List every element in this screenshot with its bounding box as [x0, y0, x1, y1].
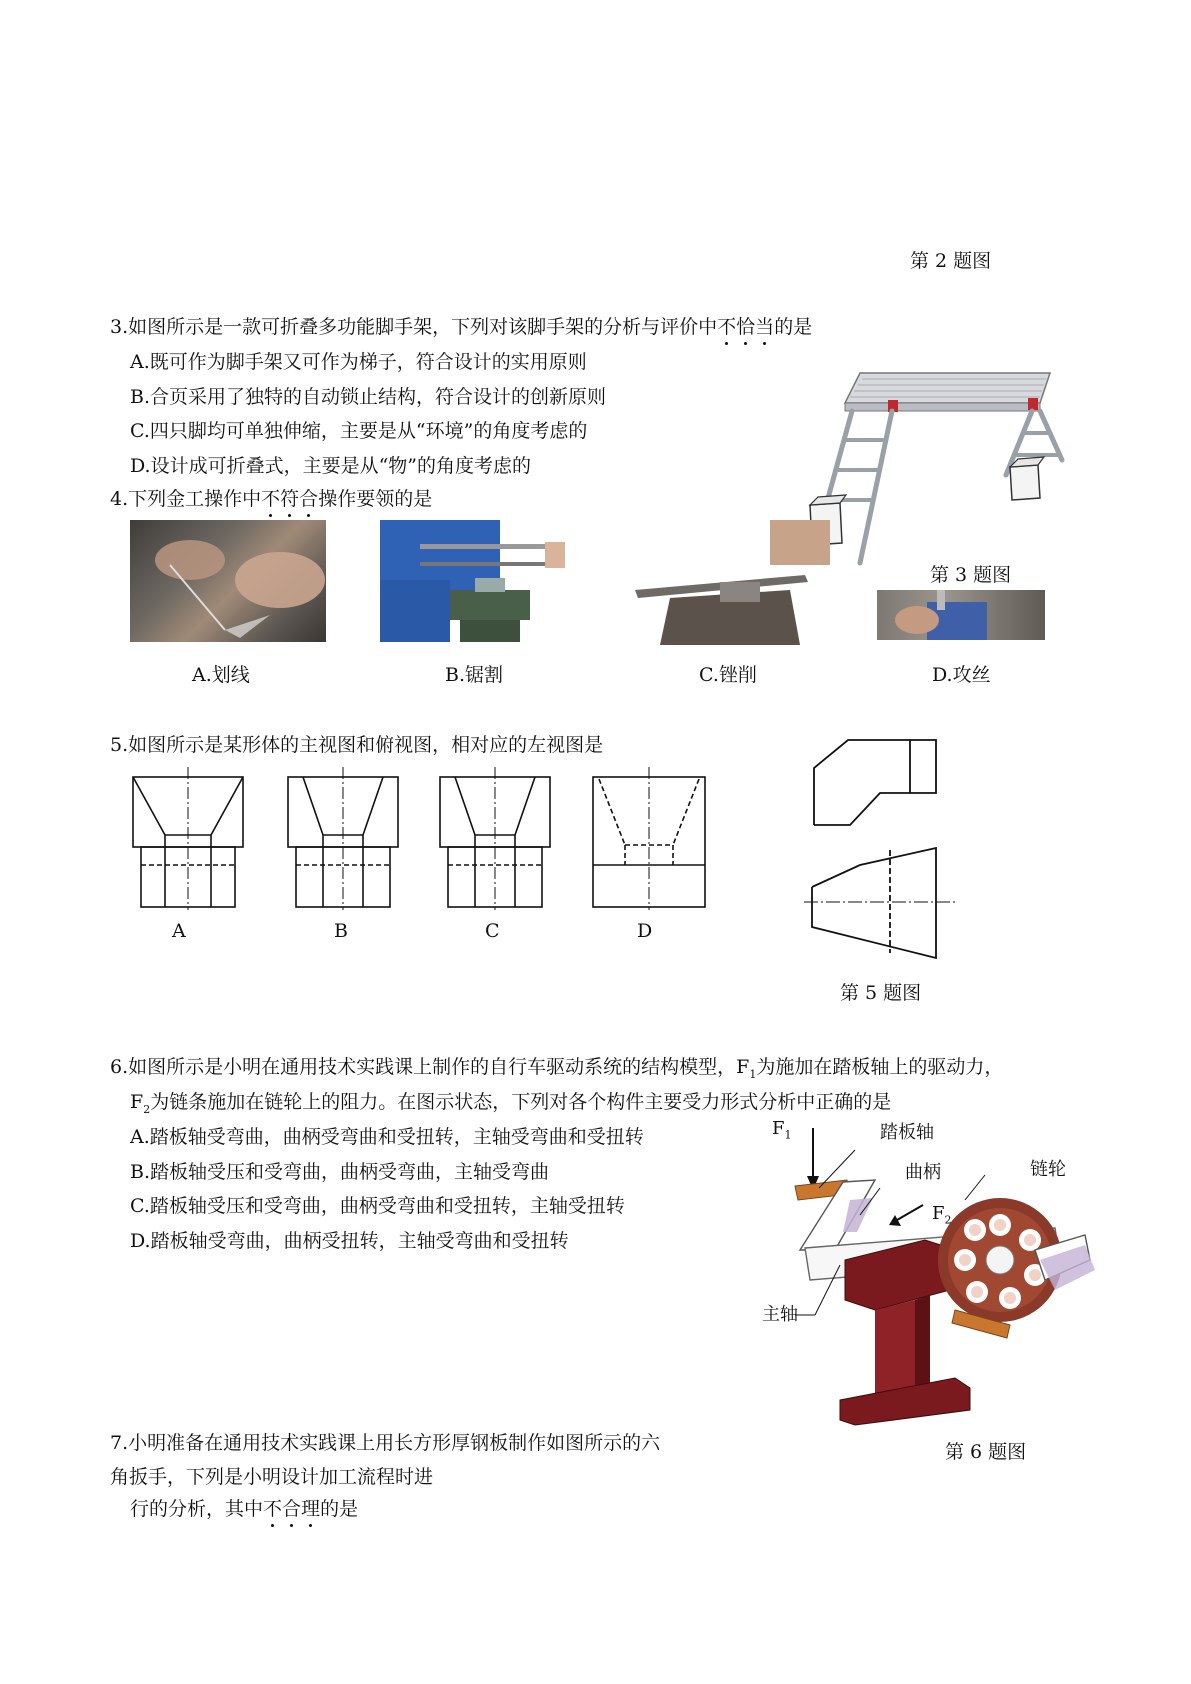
label-f1-text: F [772, 1118, 785, 1139]
q3-option-c: C.四只脚均可单独伸缩，主要是从“环境”的角度考虑的 [130, 420, 588, 442]
q3-emphasis-char: 当 [755, 316, 775, 338]
q6-stem-text: 为施加在踏板轴上的驱动力， [756, 1056, 1004, 1078]
q7-emphasis-char: 理 [301, 1498, 321, 1520]
q3-stem-text: 的是 [774, 316, 813, 338]
q4-emphasis-char: 符 [280, 488, 300, 510]
q5-label-d: D [637, 920, 653, 942]
q6-caption: 第 6 题图 [945, 1441, 1027, 1463]
q7-emphasis-char: 不 [263, 1498, 283, 1520]
q7-emphasis-char: 合 [282, 1498, 302, 1520]
q5-label-c: C [485, 920, 500, 942]
label-crank: 曲柄 [905, 1162, 941, 1183]
q6-stem-line2 [130, 1087, 891, 1116]
q4-stem-text: 4.下列金工操作中 [110, 488, 262, 510]
q4-emphasis-char: 不 [261, 488, 281, 510]
q5-option-a-drawing [133, 767, 243, 910]
q4-stem-text: 操作要领的是 [318, 488, 433, 510]
q5-option-d-drawing [593, 767, 705, 910]
q6-stem-text: F [130, 1091, 144, 1113]
label-f1-sub: 1 [784, 1128, 792, 1142]
label-main-shaft: 主轴 [762, 1304, 798, 1325]
label-sprocket: 链轮 [1030, 1159, 1066, 1180]
q6-stem-line1 [110, 1052, 1003, 1081]
q6-stem-text: 6.如图所示是小明在通用技术实践课上制作的自行车驱动系统的结构模型，F [110, 1056, 750, 1078]
q3-emphasis-char: 不 [717, 316, 737, 338]
q3-stem-text: 3.如图所示是一款可折叠多功能脚手架，下列对该脚手架的分析与评价中 [110, 316, 718, 338]
label-pedal-axle: 踏板轴 [880, 1122, 934, 1143]
q7-line1: 7.小明准备在通用技术实践课上用长方形厚钢板制作如图所示的六 [110, 1432, 661, 1454]
q5-option-c-drawing [440, 767, 550, 910]
q6-subscript: 2 [143, 1102, 151, 1116]
q3-emphasis-char: 恰 [736, 316, 756, 338]
q6-option-c: C.踏板轴受压和受弯曲，曲柄受弯曲和受扭转，主轴受扭转 [130, 1195, 625, 1217]
photo-sawing [380, 520, 590, 642]
q3-option-a: A.既可作为脚手架又可作为梯子，符合设计的实用原则 [130, 351, 587, 373]
q7-text: 行的分析，其中 [130, 1498, 264, 1520]
photo-filing [630, 520, 830, 645]
q5-label-b: B [334, 920, 348, 942]
q4-stem [110, 484, 432, 511]
q3-option-b: B.合页采用了独特的自动锁止结构，符合设计的创新原则 [130, 386, 607, 408]
q5-given-views [800, 730, 960, 965]
q5-option-b-drawing [288, 767, 398, 910]
q4-emphasis-char: 合 [299, 488, 319, 510]
q7-line2: 角扳手，下列是小明设计加工流程时进 [110, 1466, 434, 1488]
scaffold-illustration [800, 355, 1075, 580]
q4-label-b: B.锯割 [445, 664, 504, 686]
q5-caption: 第 5 题图 [840, 982, 922, 1004]
fig2-caption: 第 2 题图 [910, 250, 992, 272]
label-f2-text: F [932, 1203, 945, 1224]
q4-label-a: A.划线 [192, 664, 250, 686]
q4-label-d: D.攻丝 [932, 664, 991, 686]
label-f2-sub: 2 [944, 1213, 952, 1227]
label-f2 [932, 1203, 952, 1227]
q5-stem: 5.如图所示是某形体的主视图和俯视图，相对应的左视图是 [110, 734, 604, 756]
photo-tapping [877, 590, 1045, 640]
q5-label-a: A [172, 920, 186, 942]
q6-stem-text: 为链条施加在链轮上的阻力。在图示状态，下列对各个构件主要受力形式分析中正确的是 [150, 1091, 892, 1113]
photo-marking [130, 520, 326, 642]
q3-option-d: D.设计成可折叠式，主要是从“物”的角度考虑的 [130, 455, 532, 477]
q7-line3 [130, 1494, 358, 1521]
q3-stem [110, 312, 812, 339]
q3-caption: 第 3 题图 [930, 564, 1012, 586]
q7-text: 的是 [320, 1498, 359, 1520]
q5-option-drawings [125, 765, 715, 910]
q6-option-d: D.踏板轴受弯曲，曲柄受扭转，主轴受弯曲和受扭转 [130, 1230, 569, 1252]
q4-label-c: C.锉削 [699, 664, 757, 686]
q6-option-a: A.踏板轴受弯曲，曲柄受弯曲和受扭转，主轴受弯曲和受扭转 [130, 1126, 644, 1148]
q6-subscript: 1 [749, 1067, 757, 1081]
label-f1 [772, 1118, 792, 1142]
q6-option-b: B.踏板轴受压和受弯曲，曲柄受弯曲，主轴受弯曲 [130, 1161, 550, 1183]
